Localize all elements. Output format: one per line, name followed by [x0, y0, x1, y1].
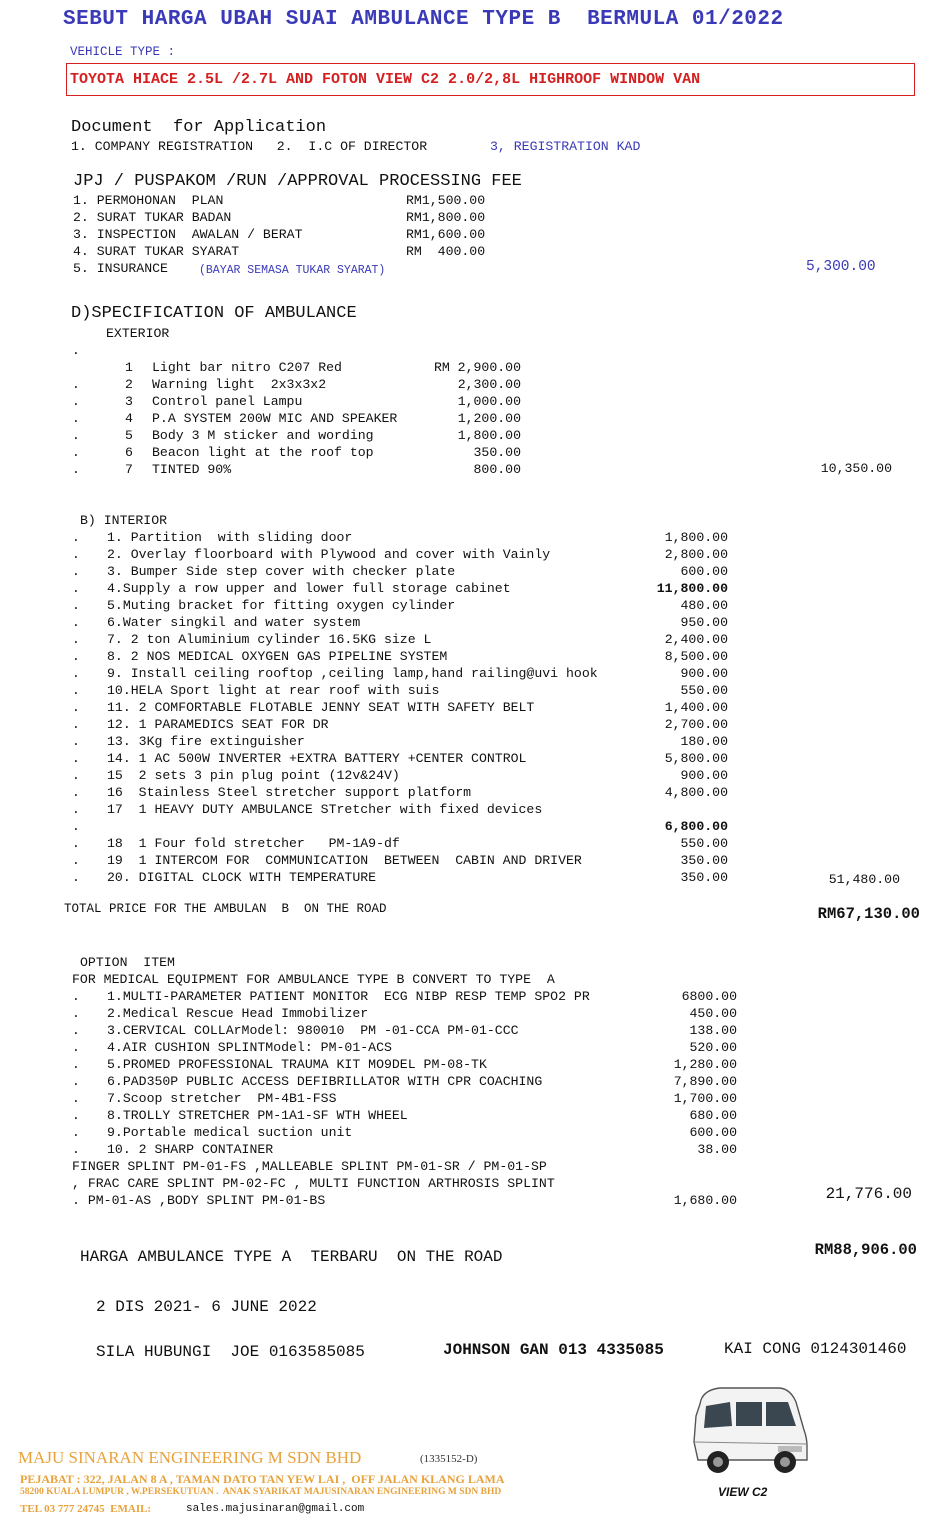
option-item-amount: 520.00	[689, 1040, 737, 1055]
exterior-item-num: 6	[125, 445, 133, 460]
option-item-amount: 7,890.00	[673, 1074, 737, 1089]
splint-line-3: . PM-01-AS ,BODY SPLINT PM-01-BS	[72, 1193, 326, 1208]
interior-total: 51,480.00	[828, 872, 900, 887]
option-item-amount: 1,280.00	[673, 1057, 737, 1072]
bullet-dot: .	[72, 802, 80, 817]
interior-item-label: 8. 2 NOS MEDICAL OXYGEN GAS PIPELINE SYSTEM	[107, 649, 448, 664]
bullet-dot: .	[72, 768, 80, 783]
bullet-dot: .	[72, 734, 80, 749]
interior-item-label: 9. Install ceiling rooftop ,ceiling lamp,hand railing@uvi hook	[107, 666, 598, 681]
exterior-item-amount: 1,000.00	[457, 394, 521, 409]
exterior-item-label: Body 3 M sticker and wording	[152, 428, 374, 443]
page-title: SEBUT HARGA UBAH SUAI AMBULANCE TYPE B BERMULA 01/2022	[63, 8, 784, 31]
option-item-label: 10. 2 SHARP CONTAINER	[107, 1142, 274, 1157]
company-reg: (1335152-D)	[420, 1453, 478, 1465]
bullet-dot: .	[72, 717, 80, 732]
fees-total: 5,300.00	[806, 259, 876, 275]
interior-item-label: 20. DIGITAL CLOCK WITH TEMPERATURE	[107, 870, 377, 885]
interior-item-amount: 5,800.00	[664, 751, 728, 766]
exterior-item-label: Beacon light at the roof top	[152, 445, 374, 460]
bullet-dot: .	[72, 598, 80, 613]
exterior-subheading: EXTERIOR	[106, 326, 170, 341]
interior-item-label: 2. Overlay floorboard with Plywood and cover with Vainly	[107, 547, 551, 562]
exterior-item-amount: 2,300.00	[457, 377, 521, 392]
bullet-dot: .	[72, 1074, 80, 1089]
bullet-dot: .	[72, 1091, 80, 1106]
contact-joe: SILA HUBUNGI JOE 0163585085	[96, 1343, 365, 1361]
bullet-dot: .	[72, 751, 80, 766]
bullet-dot: .	[72, 836, 80, 851]
options-heading: OPTION ITEM	[80, 955, 175, 970]
total-b-label: TOTAL PRICE FOR THE AMBULAN B ON THE ROAD	[64, 902, 387, 916]
bullet-dot: .	[72, 445, 80, 460]
exterior-item-num: 2	[125, 377, 133, 392]
bullet-dot: .	[72, 1125, 80, 1140]
option-item-label: 2.Medical Rescue Head Immobilizer	[107, 1006, 369, 1021]
option-item-amount: 138.00	[689, 1023, 737, 1038]
fee-insurance-label: 5. INSURANCE	[73, 261, 168, 276]
interior-item-label: 4.Supply a row upper and lower full storage cabinet	[107, 581, 511, 596]
bullet-dot: .	[72, 700, 80, 715]
bullet-dot: .	[72, 683, 80, 698]
spec-heading: D)SPECIFICATION OF AMBULANCE	[71, 304, 357, 323]
vehicle-type-label: VEHICLE TYPE :	[70, 45, 176, 59]
bullet-dot: .	[72, 343, 80, 358]
bullet-dot: .	[72, 632, 80, 647]
bullet-dot: .	[72, 547, 80, 562]
option-item-label: 1.MULTI-PARAMETER PATIENT MONITOR ECG NIBP RESP TEMP SPO2 PR	[107, 989, 590, 1004]
option-item-amount: 680.00	[689, 1108, 737, 1123]
interior-item-amount: 550.00	[680, 683, 728, 698]
exterior-item-amount: 350.00	[473, 445, 521, 460]
documents-heading: Document for Application	[71, 118, 327, 137]
exterior-item-amount: RM 2,900.00	[433, 360, 521, 375]
interior-item-label: 6.Water singkil and water system	[107, 615, 361, 630]
bullet-dot: .	[72, 1057, 80, 1072]
options-subheading: FOR MEDICAL EQUIPMENT FOR AMBULANCE TYPE B CONVERT TO TYPE A	[72, 972, 555, 987]
exterior-item-num: 4	[125, 411, 133, 426]
splint-line-2: , FRAC CARE SPLINT PM-02-FC , MULTI FUNCTION ARTHROSIS SPLINT	[72, 1176, 555, 1191]
interior-item-amount: 8,500.00	[664, 649, 728, 664]
interior-item-amount: 950.00	[680, 615, 728, 630]
bullet-dot: .	[72, 394, 80, 409]
splint-amount: 1,680.00	[673, 1193, 737, 1208]
fee-label: 1. PERMOHONAN PLAN	[73, 193, 224, 208]
interior-item-amount: 900.00	[680, 768, 728, 783]
interior-item-label: 7. 2 ton Aluminium cylinder 16.5KG size L	[107, 632, 432, 647]
interior-item-amount: 2,400.00	[664, 632, 728, 647]
van-image	[690, 1382, 810, 1480]
interior-item-label: 15 2 sets 3 pin plug point (12v&24V)	[107, 768, 400, 783]
validity-dates: 2 DIS 2021- 6 JUNE 2022	[96, 1298, 317, 1316]
interior-item-amount: 6,800.00	[664, 819, 728, 834]
interior-item-amount: 1,800.00	[664, 530, 728, 545]
van-caption: VIEW C2	[718, 1485, 768, 1499]
interior-item-label: 14. 1 AC 500W INVERTER +EXTRA BATTERY +CENTER CONTROL	[107, 751, 527, 766]
interior-item-label: 1. Partition with sliding door	[107, 530, 353, 545]
vehicle-type-value: TOYOTA HIACE 2.5L /2.7L AND FOTON VIEW C2 2.0/2,8L HIGHROOF WINDOW VAN	[70, 71, 701, 88]
interior-item-amount: 1,400.00	[664, 700, 728, 715]
company-address-1: PEJABAT : 322, JALAN 8 A , TAMAN DATO TAN YEW LAI , OFF JALAN KLANG LAMA	[20, 1472, 505, 1486]
bullet-dot: .	[72, 1108, 80, 1123]
company-address-2: 58200 KUALA LUMPUR , W.PERSEKUTUAN . ANAK SYARIKAT MAJUSINARAN ENGINEERING M SDN BHD	[20, 1487, 502, 1497]
interior-item-label: 18 1 Four fold stretcher PM-1A9-df	[107, 836, 400, 851]
bullet-dot: .	[72, 462, 80, 477]
fee-label: 3. INSPECTION AWALAN / BERAT	[73, 227, 303, 242]
bullet-dot: .	[72, 785, 80, 800]
exterior-item-amount: 800.00	[473, 462, 521, 477]
interior-item-label: 17 1 HEAVY DUTY AMBULANCE STretcher with fixed devices	[107, 802, 543, 817]
bullet-dot: .	[72, 581, 80, 596]
company-name: MAJU SINARAN ENGINEERING M SDN BHD	[18, 1448, 362, 1467]
splint-line-1: FINGER SPLINT PM-01-FS ,MALLEABLE SPLINT PM-01-SR / PM-01-SP	[72, 1159, 547, 1174]
bullet-dot: .	[72, 649, 80, 664]
company-email: sales.majusinaran@gmail.com	[186, 1503, 365, 1515]
bullet-dot: .	[72, 870, 80, 885]
exterior-item-label: Light bar nitro C207 Red	[152, 360, 342, 375]
bullet-dot: .	[72, 428, 80, 443]
interior-item-label: 13. 3Kg fire extinguisher	[107, 734, 305, 749]
bullet-dot: .	[72, 853, 80, 868]
exterior-item-num: 7	[125, 462, 133, 477]
interior-item-label: 3. Bumper Side step cover with checker plate	[107, 564, 456, 579]
interior-item-amount: 11,800.00	[656, 581, 728, 596]
interior-item-label: 19 1 INTERCOM FOR COMMUNICATION BETWEEN CABIN AND DRIVER	[107, 853, 582, 868]
contact-johnson: JOHNSON GAN 013 4335085	[443, 1341, 664, 1359]
company-tel: TEL 03 777 24745 EMAIL:	[20, 1503, 152, 1515]
interior-item-amount: 2,700.00	[664, 717, 728, 732]
fee-amount: RM1,800.00	[406, 210, 486, 225]
interior-item-label: 16 Stainless Steel stretcher support platform	[107, 785, 472, 800]
contact-kai: KAI CONG 0124301460	[724, 1340, 907, 1358]
fees-heading: JPJ / PUSPAKOM /RUN /APPROVAL PROCESSING FEE	[73, 172, 522, 191]
interior-item-label: 12. 1 PARAMEDICS SEAT FOR DR	[107, 717, 329, 732]
documents-item3: 3, REGISTRATION KAD	[490, 139, 641, 154]
options-total: 21,776.00	[825, 1185, 912, 1203]
bullet-dot: .	[72, 1142, 80, 1157]
exterior-item-num: 3	[125, 394, 133, 409]
option-item-label: 4.AIR CUSHION SPLINTModel: PM-01-ACS	[107, 1040, 392, 1055]
exterior-item-label: TINTED 90%	[152, 462, 232, 477]
exterior-item-num: 1	[125, 360, 133, 375]
interior-heading: B) INTERIOR	[80, 513, 168, 528]
fee-amount: RM1,600.00	[406, 227, 486, 242]
bullet-dot: .	[72, 377, 80, 392]
option-item-amount: 1,700.00	[673, 1091, 737, 1106]
interior-item-label: 10.HELA Sport light at rear roof with suis	[107, 683, 440, 698]
interior-item-amount: 350.00	[680, 870, 728, 885]
option-item-amount: 38.00	[697, 1142, 737, 1157]
documents-items: 1. COMPANY REGISTRATION 2. I.C OF DIRECTOR	[71, 139, 428, 154]
bullet-dot: .	[72, 819, 80, 834]
bullet-dot: .	[72, 564, 80, 579]
fee-insurance-note: (BAYAR SEMASA TUKAR SYARAT)	[199, 264, 386, 277]
option-item-label: 5.PROMED PROFESSIONAL TRAUMA KIT MO9DEL PM-08-TK	[107, 1057, 487, 1072]
option-item-label: 6.PAD350P PUBLIC ACCESS DEFIBRILLATOR WITH CPR COACHING	[107, 1074, 543, 1089]
option-item-amount: 450.00	[689, 1006, 737, 1021]
total-a-value: RM88,906.00	[814, 1241, 917, 1259]
interior-item-amount: 350.00	[680, 853, 728, 868]
exterior-item-label: P.A SYSTEM 200W MIC AND SPEAKER	[152, 411, 398, 426]
fee-label: 2. SURAT TUKAR BADAN	[73, 210, 232, 225]
interior-item-amount: 600.00	[680, 564, 728, 579]
interior-item-amount: 2,800.00	[664, 547, 728, 562]
interior-item-label: 11. 2 COMFORTABLE FLOTABLE JENNY SEAT WITH SAFETY BELT	[107, 700, 535, 715]
fee-amount: RM1,500.00	[406, 193, 486, 208]
bullet-dot: .	[72, 1040, 80, 1055]
bullet-dot: .	[72, 989, 80, 1004]
fee-amount: RM 400.00	[406, 244, 486, 259]
exterior-item-label: Warning light 2x3x3x2	[152, 377, 327, 392]
option-item-label: 7.Scoop stretcher PM-4B1-FSS	[107, 1091, 337, 1106]
option-item-label: 9.Portable medical suction unit	[107, 1125, 353, 1140]
interior-item-amount: 550.00	[680, 836, 728, 851]
option-item-amount: 6800.00	[681, 989, 737, 1004]
option-item-label: 3.CERVICAL COLLArModel: 980010 PM -01-CCA PM-01-CCC	[107, 1023, 519, 1038]
total-b-value: RM67,130.00	[817, 905, 920, 923]
exterior-item-num: 5	[125, 428, 133, 443]
exterior-total: 10,350.00	[820, 461, 892, 476]
interior-item-amount: 4,800.00	[664, 785, 728, 800]
bullet-dot: .	[72, 615, 80, 630]
option-item-label: 8.TROLLY STRETCHER PM-1A1-SF WTH WHEEL	[107, 1108, 408, 1123]
interior-item-amount: 480.00	[680, 598, 728, 613]
bullet-dot: .	[72, 411, 80, 426]
bullet-dot: .	[72, 666, 80, 681]
bullet-dot: .	[72, 1006, 80, 1021]
total-a-label: HARGA AMBULANCE TYPE A TERBARU ON THE ROAD	[80, 1248, 503, 1266]
interior-item-amount: 180.00	[680, 734, 728, 749]
exterior-item-amount: 1,800.00	[457, 428, 521, 443]
interior-item-label: 5.Muting bracket for fitting oxygen cylinder	[107, 598, 456, 613]
exterior-item-label: Control panel Lampu	[152, 394, 303, 409]
vehicle-type-box	[66, 63, 915, 96]
fee-label: 4. SURAT TUKAR SYARAT	[73, 244, 240, 259]
exterior-item-amount: 1,200.00	[457, 411, 521, 426]
bullet-dot: .	[72, 1023, 80, 1038]
interior-item-amount: 900.00	[680, 666, 728, 681]
bullet-dot: .	[72, 530, 80, 545]
option-item-amount: 600.00	[689, 1125, 737, 1140]
